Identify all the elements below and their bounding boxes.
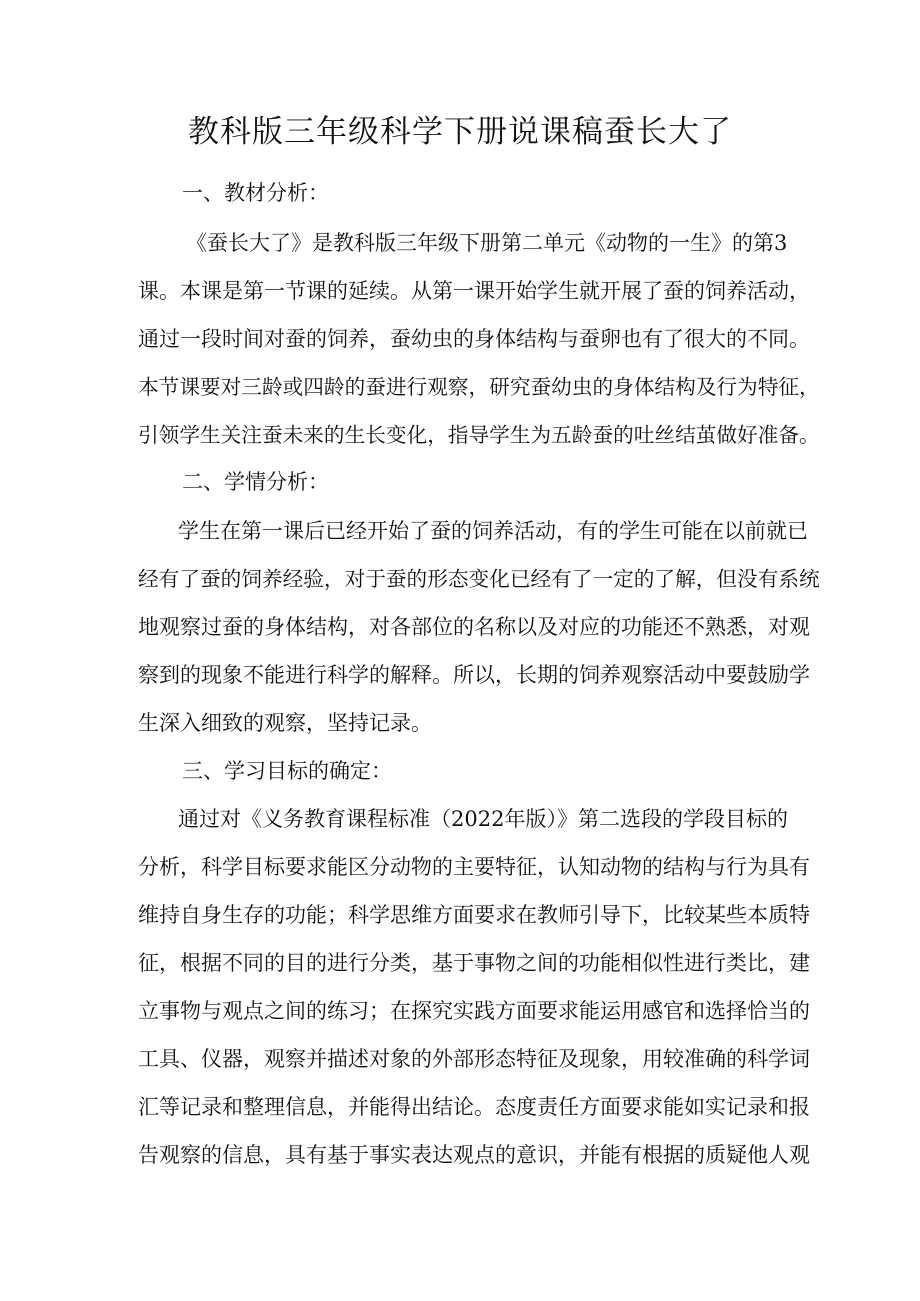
paragraph-line: 汇等记录和整理信息，并能得出结论。态度责任方面要求能如实记录和报 [138, 1095, 810, 1119]
paragraph-line: 课。本课是第一节课的延续。从第一课开始学生就开展了蚕的饲养活动， [138, 279, 810, 303]
paragraph-line: 本节课要对三龄或四龄的蚕进行观察，研究蚕幼虫的身体结构及行为特征， [138, 375, 820, 399]
heading-textbook-analysis: 一、教材分析： [182, 181, 329, 205]
paragraph-line: 引领学生关注蚕未来的生长变化，指导学生为五龄蚕的吐丝结茧做好准备。 [138, 423, 820, 447]
paragraph-line: 通过对《义务教育课程标准（2022年版）》第二选段的学段目标的 [178, 807, 788, 831]
paragraph-line: 告观察的信息，具有基于事实表达观点的意识，并能有根据的质疑他人观 [138, 1143, 810, 1167]
paragraph-line: 维持自身生存的功能；科学思维方面要求在教师引导下，比较某些本质特 [138, 903, 810, 927]
paragraph-line: 学生在第一课后已经开始了蚕的饲养活动，有的学生可能在以前就已 [178, 519, 808, 543]
paragraph-line: 地观察过蚕的身体结构，对各部位的名称以及对应的功能还不熟悉，对观 [138, 615, 810, 639]
paragraph-line: 通过一段时间对蚕的饲养，蚕幼虫的身体结构与蚕卵也有了很大的不同。 [138, 327, 810, 351]
paragraph-line: 经有了蚕的饲养经验，对于蚕的形态变化已经有了一定的了解，但没有系统 [138, 567, 820, 591]
paragraph-line: 《蚕长大了》是教科版三年级下册第二单元《动物的一生》的第3 [186, 231, 788, 255]
paragraph-line: 工具、仪器，观察并描述对象的外部形态特征及现象，用较准确的科学词 [138, 1047, 810, 1071]
paragraph-line: 察到的现象不能进行科学的解释。所以，长期的饲养观察活动中要鼓励学 [138, 663, 810, 687]
paragraph-line: 生深入细致的观察，坚持记录。 [138, 711, 432, 735]
paragraph-line: 征，根据不同的目的进行分类，基于事物之间的功能相似性进行类比，建 [138, 951, 810, 975]
heading-student-analysis: 二、学情分析： [182, 470, 329, 494]
paragraph-line: 立事物与观点之间的练习；在探究实践方面要求能运用感官和选择恰当的 [138, 999, 810, 1023]
paragraph-line: 分析，科学目标要求能区分动物的主要特征，认知动物的结构与行为具有 [138, 855, 810, 879]
document-title: 教科版三年级科学下册说课稿蚕长大了 [188, 114, 732, 150]
heading-learning-goals: 三、学习目标的确定： [182, 759, 392, 783]
